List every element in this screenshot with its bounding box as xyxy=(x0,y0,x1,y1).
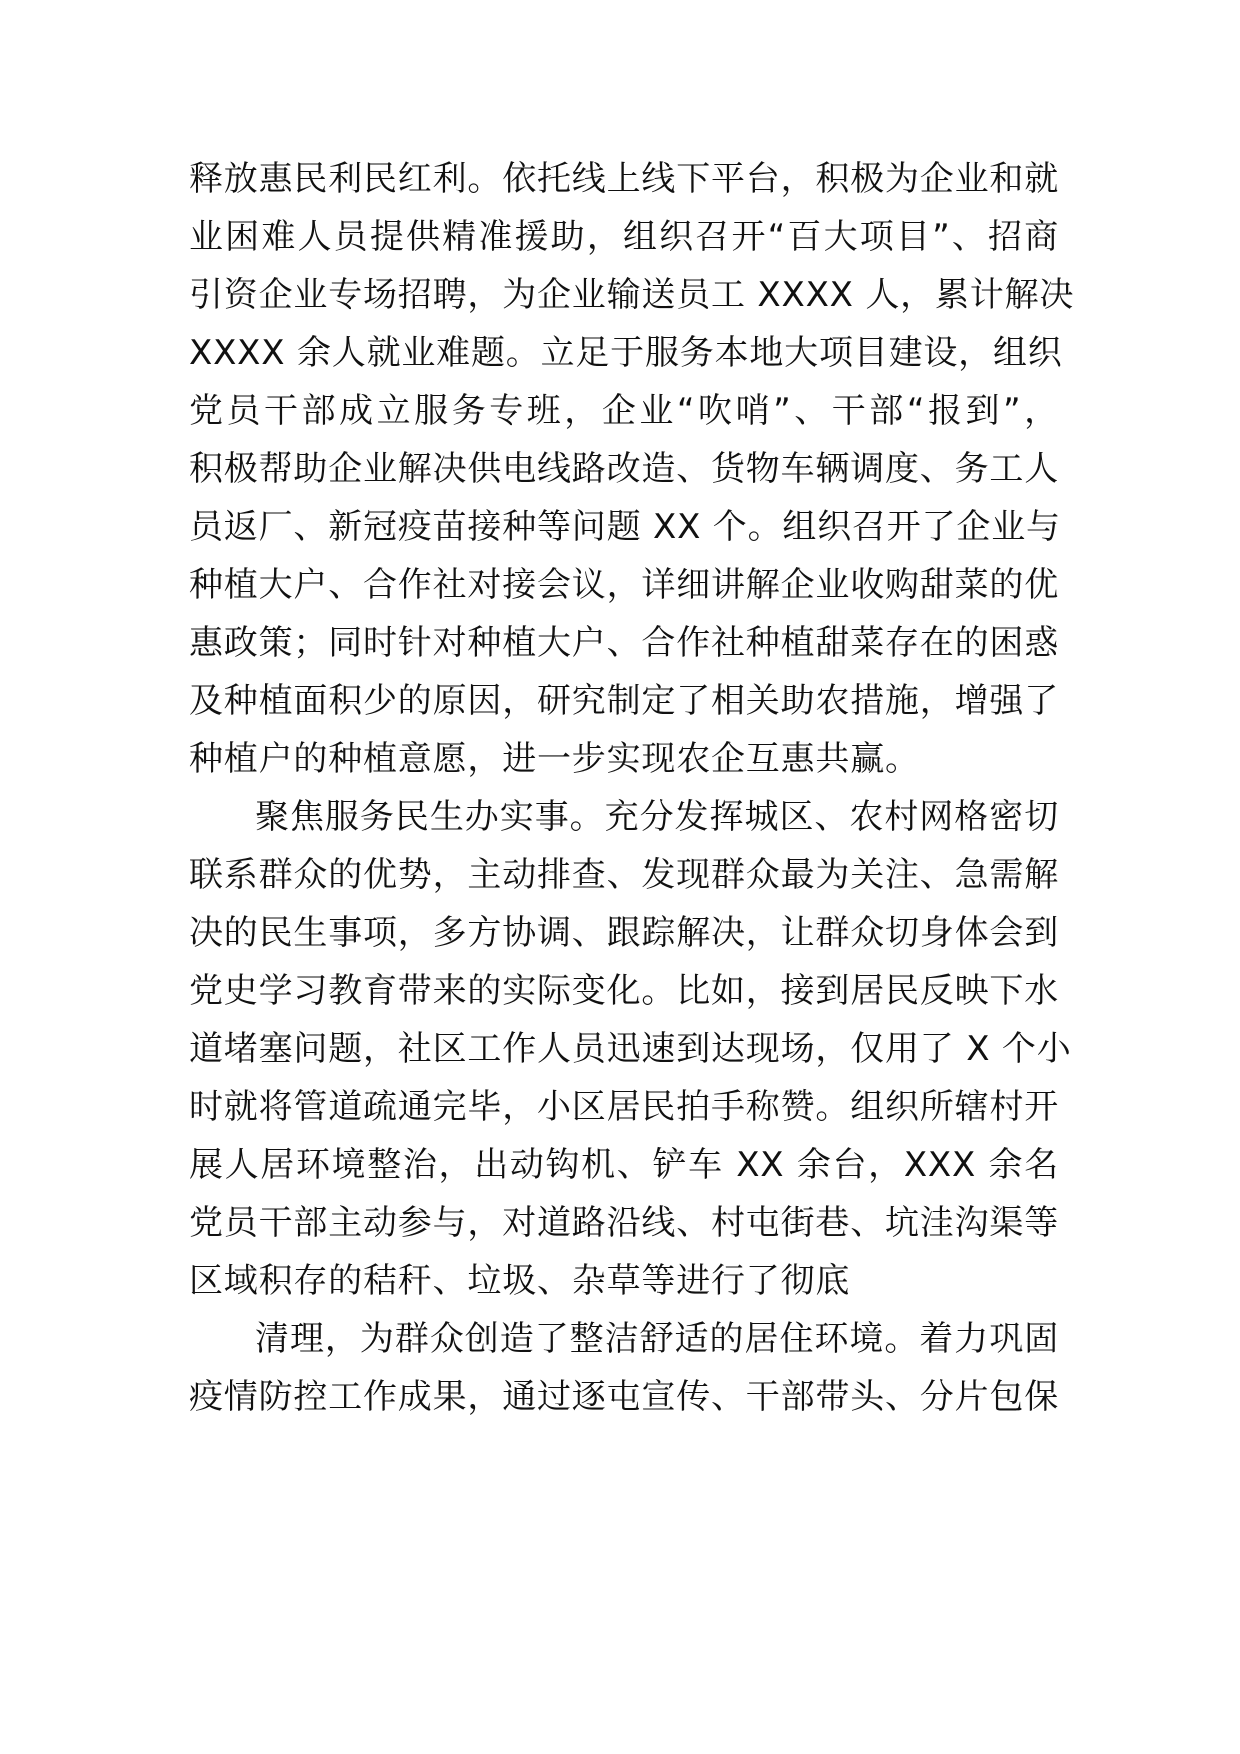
text-line: 时就将管道疏通完毕，小区居民拍手称赞。组织所辖村开 xyxy=(189,1087,1059,1127)
text-line: 员返厂、新冠疫苗接种等问题 XX 个。组织召开了企业与 xyxy=(189,507,1061,547)
text-line: 积极帮助企业解决供电线路改造、货物车辆调度、务工人 xyxy=(189,449,1059,489)
text-line: 党员干部成立服务专班，企业“吹哨”、干部“报到”， xyxy=(189,391,1059,431)
text-line: 业困难人员提供精准援助，组织召开“百大项目”、招商 xyxy=(189,217,1059,257)
paragraph-first-line: 清理，为群众创造了整洁舒适的居住环境。着力巩固 xyxy=(255,1319,1059,1359)
text-line: 惠政策；同时针对种植大户、合作社种植甜菜存在的困惑 xyxy=(189,623,1059,663)
text-line: 区域积存的秸秆、垃圾、杂草等进行了彻底 xyxy=(189,1261,851,1301)
text-line: 引资企业专场招聘，为企业输送员工 XXXX 人，累计解决 xyxy=(189,275,1075,315)
text-line: 道堵塞问题，社区工作人员迅速到达现场，仅用了 X 个小 xyxy=(189,1029,1072,1069)
text-line: 疫情防控工作成果，通过逐屯宣传、干部带头、分片包保 xyxy=(189,1377,1059,1417)
text-line: 种植户的种植意愿，进一步实现农企互惠共赢。 xyxy=(189,739,920,779)
text-line: 释放惠民利民红利。依托线上线下平台，积极为企业和就 xyxy=(189,159,1059,199)
text-line: 种植大户、合作社对接会议，详细讲解企业收购甜菜的优 xyxy=(189,565,1059,605)
text-line: 联系群众的优势，主动排查、发现群众最为关注、急需解 xyxy=(189,855,1059,895)
text-line: 决的民生事项，多方协调、跟踪解决，让群众切身体会到 xyxy=(189,913,1059,953)
text-line: 及种植面积少的原因，研究制定了相关助农措施，增强了 xyxy=(189,681,1059,721)
paragraph-first-line: 聚焦服务民生办实事。充分发挥城区、农村网格密切 xyxy=(255,797,1059,837)
text-line: 党员干部主动参与，对道路沿线、村屯街巷、坑洼沟渠等 xyxy=(189,1203,1059,1243)
text-line: 展人居环境整治，出动钩机、铲车 XX 余台，XXX 余名 xyxy=(189,1145,1059,1185)
text-line: 党史学习教育带来的实际变化。比如，接到居民反映下水 xyxy=(189,971,1059,1011)
text-line: XXXX 余人就业难题。立足于服务本地大项目建设，组织 xyxy=(189,333,1063,373)
